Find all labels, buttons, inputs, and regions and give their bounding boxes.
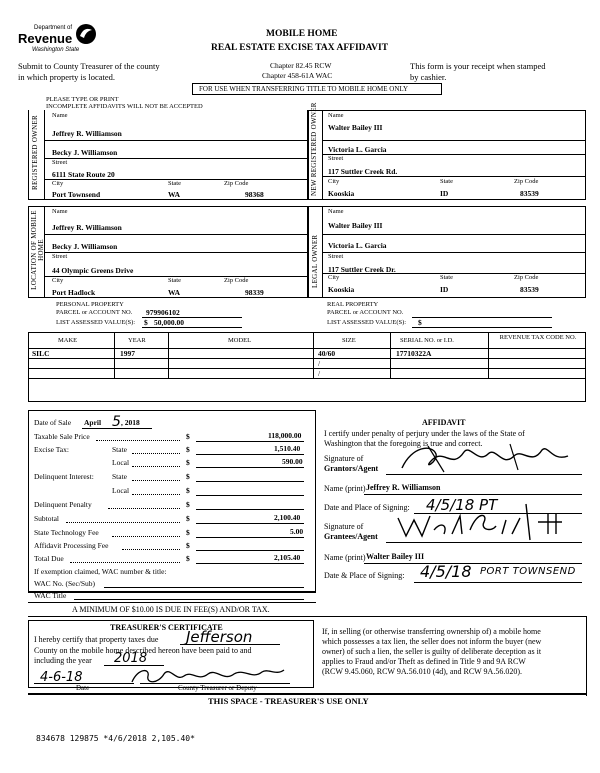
lo-name1: Walter Bailey III — [328, 221, 383, 230]
subtotal: 2,100.40 — [274, 513, 301, 522]
row1-make: SILC — [32, 349, 50, 358]
nro-name2: Victoria L. Garcia — [328, 145, 387, 154]
col-revenue-code: REVENUE TAX CODE NO. — [499, 334, 577, 341]
loc-street: 44 Olympic Greens Drive — [52, 266, 134, 275]
notice-line2: which possesses a tax lien, the seller does not inform the buyer (new — [322, 637, 542, 646]
grantor-name-label: Name (print) — [324, 484, 366, 493]
loc-name-label: Name — [52, 208, 68, 215]
row3-size: / — [318, 369, 321, 378]
lo-street: 117 Suttler Creek Dr. — [328, 265, 396, 274]
nro-state-label: State — [440, 178, 453, 185]
excise-local-dollar: $ — [186, 458, 190, 467]
please-type: PLEASE TYPE OR PRINT — [46, 96, 119, 103]
ro-name-label: Name — [52, 112, 68, 119]
taxable-sale-price-label: Taxable Sale Price — [34, 432, 90, 441]
transfer-note: FOR USE WHEN TRANSFERRING TITLE TO MOBILE HOME ONLY — [199, 85, 409, 93]
wac-no-label: WAC No. (Sec/Sub) — [34, 579, 96, 588]
excise-state-label: State — [112, 445, 127, 454]
logo-line1: Department of — [34, 25, 73, 31]
nro-city: Kooskia — [328, 189, 355, 198]
grantee-name: Walter Bailey III — [366, 552, 425, 561]
pp-dollar: $ — [144, 318, 148, 327]
location-label: LOCATION OF MOBILE HOME — [30, 210, 45, 290]
receipt-stamp: 834678 129875 *4/6/2018 2,105.40* — [36, 734, 195, 743]
loc-zip-label: Zip Code — [224, 277, 249, 284]
notice-line4: applies to Fraud and/or Theft as defined in Title 9 and 9A RCW — [322, 657, 526, 666]
affidavit-fee-label: Affidavit Processing Fee — [34, 541, 109, 550]
loc-city: Port Hadlock — [52, 288, 96, 297]
lo-city: Kooskia — [328, 285, 355, 294]
tax-section-bottom — [28, 592, 316, 593]
subtotal-label: Subtotal — [34, 514, 60, 523]
transfer-note-box — [192, 83, 442, 95]
affidavit-title: AFFIDAVIT — [422, 418, 466, 427]
lo-name2: Victoria L. Garcia — [328, 241, 387, 250]
ro-name2: Becky J. Williamson — [52, 148, 118, 157]
tech-fee-dollar: $ — [186, 528, 190, 537]
nro-street-label: Street — [328, 155, 344, 162]
incomplete-note: INCOMPLETE AFFIDAVITS WILL NOT BE ACCEPTED — [46, 103, 203, 110]
treasurer-signature-label: County Treasurer or Deputy — [178, 684, 257, 692]
loc-city-label: City — [52, 277, 64, 284]
excise-tax-label: Excise Tax: — [34, 445, 69, 454]
lo-zip-label: Zip Code — [514, 274, 539, 281]
nro-state: ID — [440, 189, 449, 198]
taxable-dollar: $ — [186, 432, 190, 441]
date-day: 5 — [112, 414, 121, 430]
grantee-date-place-label: Date & Place of Signing: — [324, 571, 405, 580]
grantee-name-label: Name (print) — [324, 553, 366, 562]
total-due: 2,105.40 — [274, 553, 301, 562]
delinquent-interest-label: Delinquent Interest: — [34, 472, 94, 481]
col-serial: SERIAL NO. or I.D. — [400, 337, 454, 344]
sig-grantee-label1: Signature of — [324, 522, 364, 531]
vehicle-table — [28, 332, 586, 402]
loc-name2: Becky J. Williamson — [52, 242, 118, 251]
registered-owner-label: REGISTERED OWNER — [31, 115, 39, 190]
ro-state: WA — [168, 190, 181, 199]
lower-frame — [28, 616, 586, 617]
di-local-dollar: $ — [186, 486, 190, 495]
ro-name1: Jeffrey R. Williamson — [52, 129, 122, 138]
sig-grantor-label2: Grantors/Agent — [324, 464, 379, 473]
row1-serial: 17710322A — [396, 349, 432, 358]
excise-local: 590.00 — [282, 457, 303, 466]
excise-local-label: Local — [112, 458, 130, 467]
form-title-line1: MOBILE HOME — [266, 29, 338, 39]
new-registered-owner-block — [308, 102, 586, 200]
col-size: SIZE — [342, 337, 356, 344]
legal-owner-block — [308, 206, 586, 298]
loc-state-label: State — [168, 277, 181, 284]
rp-dollar: $ — [418, 318, 422, 327]
submit-line1: Submit to County Treasurer of the county — [18, 61, 160, 71]
location-block — [28, 206, 308, 298]
ro-city: Port Townsend — [52, 190, 101, 199]
col-model: MODEL — [228, 337, 252, 344]
penalty-dollar: $ — [186, 500, 190, 509]
ro-street: 6111 State Route 20 — [52, 170, 115, 179]
delinquent-penalty-label: Delinquent Penalty — [34, 500, 92, 509]
date-of-sale-label: Date of Sale — [34, 418, 72, 427]
grantee-place: PORT TOWNSEND — [480, 566, 576, 577]
sig-grantor-label1: Signature of — [324, 454, 364, 463]
receipt-line2: by cashier. — [410, 72, 447, 82]
affidavit-text2: Washington that the foregoing is true and correct. — [324, 439, 483, 448]
treasurer-text2: County on the mobile home described hereon have been paid to and — [34, 646, 252, 655]
grantor-name: Jeffrey R. Williamson — [366, 483, 441, 492]
loc-zip: 98339 — [245, 288, 264, 297]
subtotal-dollar: $ — [186, 514, 190, 523]
pp-list-assessed-label: LIST ASSESSED VALUE(S): — [56, 319, 136, 326]
row1-year: 1997 — [120, 349, 135, 358]
grantor-date: 4/5/18 PT — [426, 496, 498, 514]
state-tech-fee: 5.00 — [290, 527, 304, 536]
new-registered-owner-label: NEW REGISTERED OWNER — [310, 102, 318, 196]
lo-state: ID — [440, 285, 449, 294]
nro-street: 117 Suttler Creek Rd. — [328, 167, 398, 176]
row2-size: / — [318, 359, 321, 368]
rp-parcel-label: PARCEL or ACCOUNT NO. — [327, 309, 404, 316]
nro-city-label: City — [328, 178, 340, 185]
total-dollar: $ — [186, 554, 190, 563]
di-state-dollar: $ — [186, 472, 190, 481]
loc-name1: Jeffrey R. Williamson — [52, 223, 122, 232]
nro-zip: 83539 — [520, 189, 539, 198]
ro-city-label: City — [52, 180, 64, 187]
excise-state-dollar: $ — [186, 445, 190, 454]
affidavit-fee-dollar: $ — [186, 541, 190, 550]
registered-owner-block — [28, 110, 308, 200]
treasurer-cert-title: TREASURER'S CERTIFICATE — [110, 623, 223, 632]
affidavit-text1: I certify under penalty of perjury under the laws of the State of — [324, 429, 525, 438]
submit-line2: in which property is located. — [18, 72, 116, 82]
logo-line2: Revenue — [18, 31, 73, 46]
date-month: April — [84, 418, 102, 427]
nro-name-label: Name — [328, 112, 344, 119]
col-make: MAKE — [58, 337, 78, 344]
date-year: , 2018 — [121, 418, 140, 427]
di-state-label: State — [112, 472, 127, 481]
ro-state-label: State — [168, 180, 181, 187]
grantee-signature — [392, 500, 582, 544]
grantor-date-place-label: Date and Place of Signing: — [324, 503, 410, 512]
legal-owner-label: LEGAL OWNER — [311, 234, 319, 288]
receipt-line1: This form is your receipt when stamped — [410, 61, 546, 71]
minimum-note-box — [28, 602, 316, 603]
treasurer-date-label: Date — [76, 684, 90, 692]
taxable-sale-price: 118,000.00 — [268, 431, 302, 440]
lo-state-label: State — [440, 274, 453, 281]
ro-zip-label: Zip Code — [224, 180, 249, 187]
col-year: YEAR — [128, 337, 146, 344]
pp-account-no: 979906102 — [146, 308, 180, 317]
loc-state: WA — [168, 288, 181, 297]
treasurer-text1: I hereby certify that property taxes due — [34, 635, 159, 644]
treasurer-county: Jefferson — [186, 628, 253, 646]
wac-title-label: WAC Title — [34, 591, 67, 600]
sig-grantee-label2: Grantees/Agent — [324, 532, 378, 541]
treasurer-use-only: THIS SPACE - TREASURER'S USE ONLY — [208, 696, 369, 706]
excise-state: 1,510.40 — [274, 444, 301, 453]
ro-zip: 98368 — [245, 190, 264, 199]
ro-street-label: Street — [52, 159, 68, 166]
chapter-wac: Chapter 458-61A WAC — [262, 71, 333, 80]
nro-name1: Walter Bailey III — [328, 123, 383, 132]
dor-logo — [18, 22, 98, 64]
di-local-label: Local — [112, 486, 130, 495]
real-property-label: REAL PROPERTY — [327, 301, 379, 308]
treasurer-year: 2018 — [114, 651, 148, 666]
minimum-note: A MINIMUM OF $10.00 IS DUE IN FEE(S) AND/OR TAX. — [72, 605, 270, 614]
dor-logo-mark-icon — [75, 22, 97, 48]
grantee-date: 4/5/18 — [420, 562, 472, 581]
pp-assessed-value: 50,000.00 — [154, 318, 184, 327]
grantor-signature — [392, 440, 582, 476]
total-due-label: Total Due — [34, 554, 64, 563]
form-title-line2: REAL ESTATE EXCISE TAX AFFIDAVIT — [211, 43, 389, 53]
personal-property-label: PERSONAL PROPERTY — [56, 301, 124, 308]
rp-list-assessed-label: LIST ASSESSED VALUE(S): — [327, 319, 407, 326]
notice-line1: If, in selling (or otherwise transferring ownership of) a mobile home — [322, 627, 541, 636]
lo-name-label: Name — [328, 208, 344, 215]
lo-city-label: City — [328, 274, 340, 281]
loc-street-label: Street — [52, 253, 68, 260]
treasurer-date: 4-6-18 — [40, 670, 83, 685]
exemption-label: If exemption claimed, WAC number & title: — [34, 567, 167, 576]
notice-line5: (RCW 9.45.060, RCW 9A.56.010 (4d), and RCW 9A.56.020). — [322, 667, 522, 676]
nro-zip-label: Zip Code — [514, 178, 539, 185]
chapter-rcw: Chapter 82.45 RCW — [270, 61, 332, 70]
notice-line3: owner) of such a lien, the seller is guilty of deliberate deception as it — [322, 647, 542, 656]
state-tech-fee-label: State Technology Fee — [34, 528, 99, 537]
treasurer-text3: including the year — [34, 656, 92, 665]
logo-line3: Washington State — [32, 47, 80, 53]
pp-parcel-label: PARCEL or ACCOUNT NO. — [56, 309, 133, 316]
row1-size: 40/60 — [318, 349, 336, 358]
lo-zip: 83539 — [520, 285, 539, 294]
lo-street-label: Street — [328, 253, 344, 260]
